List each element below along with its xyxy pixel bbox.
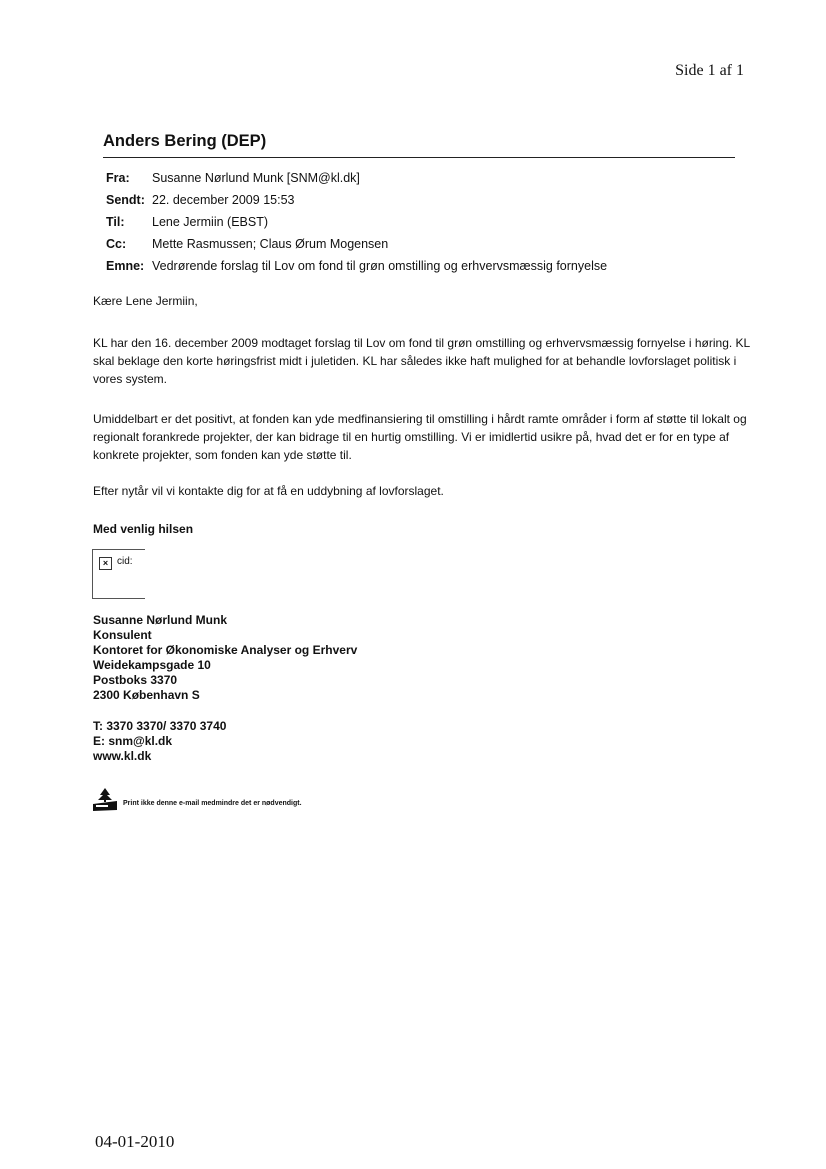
to-row — [106, 215, 268, 229]
header-divider — [103, 157, 735, 158]
from-value: Susanne Nørlund Munk [SNM@kl.dk] — [152, 171, 360, 185]
paragraph-3: Efter nytår vil vi kontakte dig for at få en uddybning af lovforslaget. — [93, 484, 444, 498]
signature-title: Konsulent — [93, 628, 152, 642]
paragraph-2: Umiddelbart er det positivt, at fonden kan yde medfinansiering til omstilling i hårdt ramte områder i form af støtte til lokalt og regionalt forankrede projekter, der kan bidrage til en hurtig omstilling. Vi er imidlertid usikre på, hvad det er for en type af konkrete projekter, som fonden kan yde støtte til. — [93, 412, 747, 462]
tree-printer-icon — [92, 788, 118, 812]
signature-name: Susanne Nørlund Munk — [93, 613, 228, 627]
signature-office: Kontoret for Økonomiske Analyser og Erhverv — [93, 643, 358, 657]
greeting: Kære Lene Jermiin, — [93, 294, 198, 308]
footer-date: 04-01-2010 — [95, 1132, 175, 1151]
cc-row — [106, 237, 388, 251]
paragraph-1: KL har den 16. december 2009 modtaget forslag til Lov om fond til grøn omstilling og erhvervsmæssig fornyelse i høring. KL skal beklage den korte høringsfrist midt i juletiden. KL har således ikke haft mulighed for at behandle lovforslaget politisk i vores system. — [93, 336, 750, 386]
cc-label: Cc: — [106, 237, 127, 251]
subject-value: Vedrørende forslag til Lov om fond til grøn omstilling og erhvervsmæssig fornyelse — [152, 259, 608, 273]
to-value: Lene Jermiin (EBST) — [152, 215, 269, 229]
signature-city: 2300 København S — [93, 688, 200, 702]
image-cid-label: cid: — [117, 556, 133, 567]
closing: Med venlig hilsen — [93, 522, 194, 536]
subject-label: Emne: — [106, 259, 145, 273]
sent-row — [106, 193, 294, 207]
to-label: Til: — [106, 215, 125, 229]
sent-label: Sendt: — [106, 193, 145, 207]
print-notice: Print ikke denne e-mail medmindre det er nødvendigt. — [123, 800, 302, 807]
signature-pobox: Postboks 3370 — [93, 673, 178, 687]
sent-value: 22. december 2009 15:53 — [152, 193, 295, 207]
image-placeholder — [92, 549, 145, 599]
from-label: Fra: — [106, 171, 130, 185]
sender-name: Anders Bering (DEP) — [103, 132, 267, 150]
page-number: Side 1 af 1 — [675, 62, 744, 79]
cc-value: Mette Rasmussen; Claus Ørum Mogensen — [152, 237, 389, 251]
signature-phone: T: 3370 3370/ 3370 3740 — [93, 719, 227, 733]
from-row — [106, 171, 360, 185]
broken-image-icon: × — [99, 557, 112, 570]
signature-web: www.kl.dk — [93, 749, 152, 763]
signature-email: E: snm@kl.dk — [93, 734, 173, 748]
signature-street: Weidekampsgade 10 — [93, 658, 211, 672]
subject-row — [106, 259, 607, 273]
